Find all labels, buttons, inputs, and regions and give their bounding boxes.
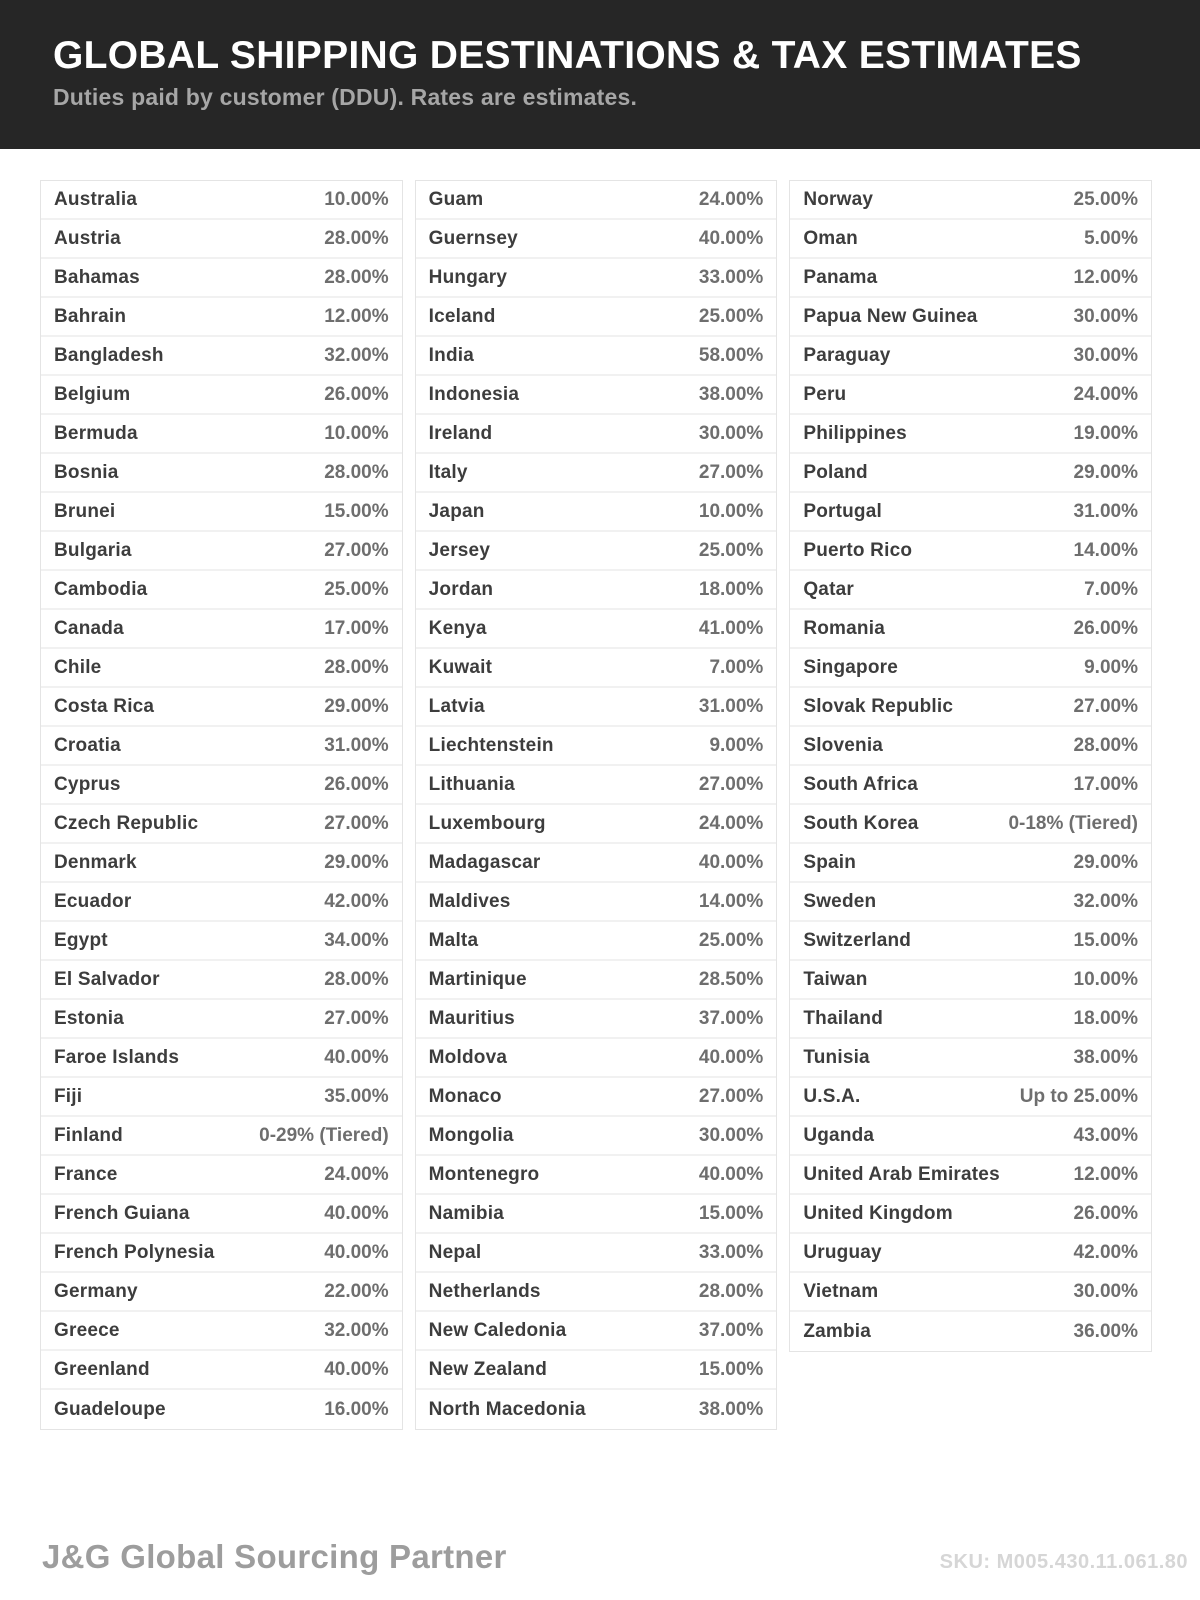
table-row xyxy=(416,610,777,649)
country-name: Bulgaria xyxy=(54,539,132,561)
tax-rate: 7.00% xyxy=(709,656,764,678)
table-row xyxy=(416,727,777,766)
table-row xyxy=(416,1273,777,1312)
tax-rate: 22.00% xyxy=(324,1280,389,1302)
country-name: Namibia xyxy=(428,1202,504,1224)
table-row xyxy=(41,298,402,337)
tax-rate: 28.00% xyxy=(1073,734,1138,756)
tax-rate: 30.00% xyxy=(1073,305,1138,327)
table-row xyxy=(41,376,402,415)
rates-table xyxy=(40,180,1152,1430)
tax-rate: 16.00% xyxy=(324,1398,389,1420)
country-name: Qatar xyxy=(803,578,854,600)
country-name: Australia xyxy=(54,188,138,210)
tax-rate: 28.00% xyxy=(324,968,389,990)
country-name: Denmark xyxy=(54,851,137,873)
tax-rate: 15.00% xyxy=(698,1358,764,1380)
tax-rate: 25.00% xyxy=(324,578,389,600)
country-name: Tunisia xyxy=(803,1046,870,1068)
table-row xyxy=(416,922,777,961)
tax-rate: 19.00% xyxy=(1073,422,1138,444)
tax-rate: 28.00% xyxy=(324,227,389,249)
table-row xyxy=(790,805,1151,844)
table-row xyxy=(416,1390,777,1429)
tax-rate: 5.00% xyxy=(1084,227,1138,249)
country-name: Finland xyxy=(54,1124,123,1146)
tax-rate: 28.00% xyxy=(324,266,389,288)
country-name: Ecuador xyxy=(54,890,132,912)
table-row xyxy=(416,805,777,844)
country-name: Kuwait xyxy=(428,656,493,678)
tax-rate: 34.00% xyxy=(324,929,389,951)
tax-rate: 18.00% xyxy=(1073,1007,1138,1029)
table-row xyxy=(790,883,1151,922)
country-name: South Korea xyxy=(803,812,919,834)
country-name: Paraguay xyxy=(803,344,891,366)
tax-rate: 10.00% xyxy=(698,500,764,522)
table-row xyxy=(416,766,777,805)
country-name: Slovenia xyxy=(803,734,884,756)
tax-rate: 40.00% xyxy=(324,1241,389,1263)
tax-rate: 30.00% xyxy=(1073,1280,1138,1302)
table-row xyxy=(790,1273,1151,1312)
table-row xyxy=(41,1078,402,1117)
country-name: Bahrain xyxy=(54,305,127,327)
tax-rate: 18.00% xyxy=(698,578,764,600)
country-name: Croatia xyxy=(54,734,121,756)
tax-rate: 35.00% xyxy=(324,1085,389,1107)
table-row xyxy=(790,571,1151,610)
tax-rate: 36.00% xyxy=(1073,1320,1138,1342)
country-name: Montenegro xyxy=(428,1163,540,1185)
tax-rate: 26.00% xyxy=(1073,1202,1138,1224)
table-row xyxy=(41,727,402,766)
tax-rate: 40.00% xyxy=(324,1202,389,1224)
table-row xyxy=(416,844,777,883)
tax-rate: 30.00% xyxy=(698,1124,764,1146)
tax-rate: 17.00% xyxy=(1073,773,1138,795)
table-row xyxy=(41,1195,402,1234)
country-name: Madagascar xyxy=(428,851,541,873)
table-row xyxy=(790,337,1151,376)
table-row xyxy=(790,454,1151,493)
country-name: Kenya xyxy=(428,617,487,639)
tax-rate: 10.00% xyxy=(1073,968,1138,990)
tax-rate: 24.00% xyxy=(698,812,764,834)
tax-rate: 29.00% xyxy=(324,695,389,717)
country-name: Iceland xyxy=(428,305,496,327)
table-row xyxy=(41,337,402,376)
table-row xyxy=(790,610,1151,649)
country-name: Poland xyxy=(803,461,868,483)
country-name: Costa Rica xyxy=(54,695,155,717)
table-row xyxy=(41,1312,402,1351)
country-name: Vietnam xyxy=(803,1280,879,1302)
country-name: Guam xyxy=(428,188,484,210)
country-name: Indonesia xyxy=(428,383,520,405)
table-row xyxy=(790,259,1151,298)
tax-rate: 15.00% xyxy=(324,500,389,522)
table-row xyxy=(416,961,777,1000)
tax-rate: 27.00% xyxy=(698,773,764,795)
table-row xyxy=(416,220,777,259)
country-name: Monaco xyxy=(428,1085,502,1107)
country-name: South Africa xyxy=(803,773,918,795)
table-row xyxy=(41,1390,402,1429)
country-name: Lithuania xyxy=(428,773,515,795)
country-name: Brunei xyxy=(54,500,116,522)
country-name: El Salvador xyxy=(54,968,160,990)
table-row xyxy=(790,922,1151,961)
table-row xyxy=(41,493,402,532)
country-name: Liechtenstein xyxy=(428,734,554,756)
tax-rate: 58.00% xyxy=(698,344,764,366)
table-row xyxy=(41,1117,402,1156)
tax-rate: 38.00% xyxy=(698,383,764,405)
country-name: Portugal xyxy=(803,500,882,522)
table-row xyxy=(416,376,777,415)
table-row xyxy=(790,376,1151,415)
country-name: Romania xyxy=(803,617,885,639)
tax-rate: 10.00% xyxy=(324,188,389,210)
tax-rate: 28.00% xyxy=(324,656,389,678)
country-name: United Arab Emirates xyxy=(803,1163,1000,1185)
rates-column-3 xyxy=(789,180,1152,1352)
tax-rate: 38.00% xyxy=(1073,1046,1138,1068)
table-row xyxy=(416,1039,777,1078)
country-name: Japan xyxy=(428,500,485,522)
table-row xyxy=(416,454,777,493)
country-name: Norway xyxy=(803,188,874,210)
table-row xyxy=(41,259,402,298)
country-name: Uruguay xyxy=(803,1241,882,1263)
tax-rate: 25.00% xyxy=(1073,188,1138,210)
country-name: Greece xyxy=(54,1319,120,1341)
tax-rate: 17.00% xyxy=(324,617,389,639)
tax-rate: 38.00% xyxy=(698,1398,764,1420)
country-name: Bermuda xyxy=(54,422,138,444)
country-name: Bosnia xyxy=(54,461,119,483)
country-name: United Kingdom xyxy=(803,1202,953,1224)
country-name: New Caledonia xyxy=(428,1319,567,1341)
country-name: French Guiana xyxy=(54,1202,190,1224)
tax-rate: 29.00% xyxy=(1073,851,1138,873)
table-row xyxy=(416,1078,777,1117)
table-row xyxy=(41,961,402,1000)
table-row xyxy=(41,571,402,610)
table-row xyxy=(790,1000,1151,1039)
table-row xyxy=(41,532,402,571)
tax-rate: 41.00% xyxy=(698,617,764,639)
page-subtitle: Duties paid by customer (DDU). Rates are estimates. xyxy=(53,83,638,110)
table-row xyxy=(790,181,1151,220)
country-name: Sweden xyxy=(803,890,877,912)
country-name: Italy xyxy=(428,461,468,483)
tax-rate: 12.00% xyxy=(1073,1163,1138,1185)
tax-rate: 37.00% xyxy=(698,1007,764,1029)
tax-rate: 0-29% (Tiered) xyxy=(259,1124,389,1146)
tax-rate: 9.00% xyxy=(1084,656,1138,678)
table-row xyxy=(790,1117,1151,1156)
table-row xyxy=(790,961,1151,1000)
country-name: Taiwan xyxy=(803,968,868,990)
table-row xyxy=(416,688,777,727)
country-name: Ireland xyxy=(428,422,493,444)
country-name: Greenland xyxy=(54,1358,150,1380)
tax-rate: 29.00% xyxy=(324,851,389,873)
table-row xyxy=(790,1078,1151,1117)
tax-rate: 27.00% xyxy=(324,539,389,561)
table-row xyxy=(41,1273,402,1312)
tax-rate: 7.00% xyxy=(1084,578,1138,600)
table-row xyxy=(41,844,402,883)
tax-rate: 28.00% xyxy=(324,461,389,483)
tax-rate: 25.00% xyxy=(698,539,764,561)
country-name: U.S.A. xyxy=(803,1085,861,1107)
tax-rate: 9.00% xyxy=(709,734,764,756)
country-name: Moldova xyxy=(428,1046,508,1068)
footer xyxy=(42,1538,1188,1576)
country-name: Egypt xyxy=(54,929,108,951)
tax-rate: 40.00% xyxy=(324,1046,389,1068)
table-row xyxy=(416,1117,777,1156)
country-name: Puerto Rico xyxy=(803,539,913,561)
tax-rate: 31.00% xyxy=(698,695,764,717)
country-name: Faroe Islands xyxy=(54,1046,180,1068)
tax-rate: 12.00% xyxy=(324,305,389,327)
table-row xyxy=(790,727,1151,766)
tax-rate: 29.00% xyxy=(1073,461,1138,483)
table-row xyxy=(416,1000,777,1039)
table-row xyxy=(41,1000,402,1039)
country-name: Uganda xyxy=(803,1124,875,1146)
tax-rate: 28.50% xyxy=(698,968,764,990)
table-row xyxy=(416,181,777,220)
tax-rate: 24.00% xyxy=(698,188,764,210)
tax-rate: 26.00% xyxy=(324,383,389,405)
page-title: GLOBAL SHIPPING DESTINATIONS & TAX ESTIMATES xyxy=(53,34,1082,77)
table-row xyxy=(416,883,777,922)
table-row xyxy=(790,415,1151,454)
table-row xyxy=(790,220,1151,259)
table-row xyxy=(416,571,777,610)
tax-rate: 14.00% xyxy=(698,890,764,912)
country-name: Malta xyxy=(428,929,479,951)
tax-rate: 12.00% xyxy=(1073,266,1138,288)
country-name: Martinique xyxy=(428,968,527,990)
tax-rate: 27.00% xyxy=(324,1007,389,1029)
table-row xyxy=(41,766,402,805)
table-row xyxy=(41,181,402,220)
country-name: Philippines xyxy=(803,422,907,444)
tax-rate: 24.00% xyxy=(324,1163,389,1185)
table-row xyxy=(416,532,777,571)
tax-rate: 43.00% xyxy=(1073,1124,1138,1146)
country-name: Singapore xyxy=(803,656,899,678)
country-name: India xyxy=(428,344,474,366)
country-name: North Macedonia xyxy=(428,1398,586,1420)
table-row xyxy=(790,1195,1151,1234)
country-name: Bangladesh xyxy=(54,344,164,366)
table-row xyxy=(790,1156,1151,1195)
tax-rate: 30.00% xyxy=(698,422,764,444)
country-name: Peru xyxy=(803,383,847,405)
country-name: Belgium xyxy=(54,383,131,405)
tax-rate: 32.00% xyxy=(324,344,389,366)
country-name: Zambia xyxy=(803,1320,872,1342)
tax-rate: 40.00% xyxy=(698,1163,764,1185)
country-name: Jordan xyxy=(428,578,494,600)
table-row xyxy=(790,532,1151,571)
tax-rate: 26.00% xyxy=(324,773,389,795)
tax-rate: 27.00% xyxy=(324,812,389,834)
table-row xyxy=(416,259,777,298)
tax-rate: 32.00% xyxy=(324,1319,389,1341)
table-row xyxy=(416,1351,777,1390)
table-row xyxy=(41,649,402,688)
table-row xyxy=(790,1312,1151,1351)
table-row xyxy=(41,610,402,649)
table-row xyxy=(41,922,402,961)
table-row xyxy=(41,1156,402,1195)
tax-rate: 40.00% xyxy=(324,1358,389,1380)
table-row xyxy=(41,454,402,493)
rates-column-2 xyxy=(415,180,778,1430)
table-row xyxy=(790,688,1151,727)
country-name: Hungary xyxy=(428,266,508,288)
table-row xyxy=(416,337,777,376)
tax-rate: 24.00% xyxy=(1073,383,1138,405)
table-row xyxy=(41,415,402,454)
country-name: Luxembourg xyxy=(428,812,546,834)
table-row xyxy=(790,1039,1151,1078)
rates-column-1 xyxy=(40,180,403,1430)
country-name: Canada xyxy=(54,617,124,639)
table-row xyxy=(41,220,402,259)
country-name: Czech Republic xyxy=(54,812,199,834)
table-row xyxy=(790,493,1151,532)
table-row xyxy=(41,1039,402,1078)
table-row xyxy=(790,1234,1151,1273)
table-row xyxy=(41,1234,402,1273)
tax-rate: 40.00% xyxy=(698,851,764,873)
country-name: Switzerland xyxy=(803,929,912,951)
country-name: Bahamas xyxy=(54,266,140,288)
tax-rate: 28.00% xyxy=(698,1280,764,1302)
country-name: Maldives xyxy=(428,890,511,912)
country-name: Slovak Republic xyxy=(803,695,954,717)
header-banner xyxy=(0,0,1200,149)
table-row xyxy=(416,1234,777,1273)
table-row xyxy=(416,1195,777,1234)
country-name: New Zealand xyxy=(428,1358,547,1380)
table-row xyxy=(416,415,777,454)
country-name: Austria xyxy=(54,227,121,249)
country-name: Germany xyxy=(54,1280,138,1302)
tax-rate: 25.00% xyxy=(698,305,764,327)
country-name: Guernsey xyxy=(428,227,518,249)
country-name: Mauritius xyxy=(428,1007,515,1029)
tax-rate: 33.00% xyxy=(698,266,764,288)
tax-rate: 27.00% xyxy=(698,1085,764,1107)
table-row xyxy=(416,649,777,688)
tax-rate: 31.00% xyxy=(1073,500,1138,522)
tax-rate: 27.00% xyxy=(1073,695,1138,717)
country-name: Estonia xyxy=(54,1007,125,1029)
tax-rate: 37.00% xyxy=(698,1319,764,1341)
country-name: Cyprus xyxy=(54,773,121,795)
country-name: Latvia xyxy=(428,695,485,717)
tax-rate: 42.00% xyxy=(1073,1241,1138,1263)
country-name: Jersey xyxy=(428,539,491,561)
tax-rate: 26.00% xyxy=(1073,617,1138,639)
table-row xyxy=(790,649,1151,688)
tax-rate: 40.00% xyxy=(698,1046,764,1068)
table-row xyxy=(416,493,777,532)
tax-rate: 31.00% xyxy=(324,734,389,756)
country-name: Cambodia xyxy=(54,578,148,600)
tax-rate: 27.00% xyxy=(698,461,764,483)
country-name: Oman xyxy=(803,227,858,249)
country-name: Chile xyxy=(54,656,102,678)
table-row xyxy=(790,844,1151,883)
tax-rate: 25.00% xyxy=(698,929,764,951)
tax-rate: 15.00% xyxy=(698,1202,764,1224)
country-name: Spain xyxy=(803,851,857,873)
table-row xyxy=(41,1351,402,1390)
tax-rate: Up to 25.00% xyxy=(1019,1085,1138,1107)
tax-rate: 30.00% xyxy=(1073,344,1138,366)
country-name: France xyxy=(54,1163,118,1185)
country-name: Netherlands xyxy=(428,1280,541,1302)
table-row xyxy=(416,298,777,337)
country-name: Thailand xyxy=(803,1007,884,1029)
country-name: Papua New Guinea xyxy=(803,305,978,327)
table-row xyxy=(790,298,1151,337)
country-name: Nepal xyxy=(428,1241,482,1263)
table-row xyxy=(41,688,402,727)
tax-rate: 0-18% (Tiered) xyxy=(1008,812,1138,834)
sku-label: SKU: M005.430.11.061.80 xyxy=(939,1551,1188,1573)
table-row xyxy=(416,1156,777,1195)
country-name: Panama xyxy=(803,266,878,288)
tax-rate: 42.00% xyxy=(324,890,389,912)
tax-rate: 40.00% xyxy=(698,227,764,249)
table-row xyxy=(41,805,402,844)
table-row xyxy=(790,766,1151,805)
tax-rate: 32.00% xyxy=(1073,890,1138,912)
country-name: Fiji xyxy=(54,1085,83,1107)
tax-rate: 33.00% xyxy=(698,1241,764,1263)
country-name: Mongolia xyxy=(428,1124,514,1146)
country-name: Guadeloupe xyxy=(54,1398,166,1420)
brand-name: J&G Global Sourcing Partner xyxy=(42,1538,507,1575)
country-name: French Polynesia xyxy=(54,1241,215,1263)
tax-rate: 15.00% xyxy=(1073,929,1138,951)
tax-rate: 14.00% xyxy=(1073,539,1138,561)
table-row xyxy=(416,1312,777,1351)
tax-rate: 10.00% xyxy=(324,422,389,444)
table-row xyxy=(41,883,402,922)
